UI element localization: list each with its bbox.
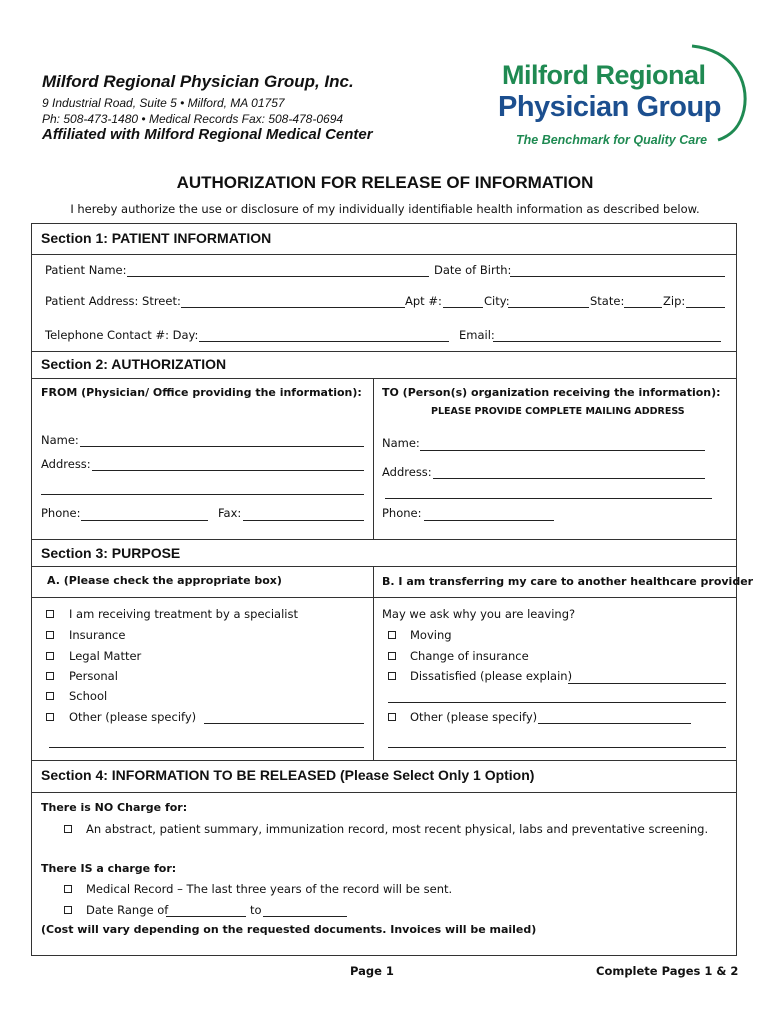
option-legal-matter: Legal Matter bbox=[69, 649, 142, 663]
zip-label: Zip: bbox=[663, 294, 686, 308]
section-2-title: Section 2: AUTHORIZATION bbox=[41, 356, 227, 372]
charge-heading: There IS a charge for: bbox=[41, 862, 177, 875]
option-specialist: I am receiving treatment by a specialist bbox=[69, 607, 298, 621]
from-address-label: Address: bbox=[41, 457, 91, 471]
divider bbox=[31, 760, 737, 761]
other-a-field[interactable] bbox=[204, 723, 364, 724]
option-medical-record: Medical Record – The last three years of the record will be sent. bbox=[86, 882, 453, 896]
option-change-insurance: Change of insurance bbox=[410, 649, 529, 663]
dissatisfied-field-2[interactable] bbox=[388, 702, 726, 703]
column-divider bbox=[373, 566, 374, 760]
option-other-a: Other (please specify) bbox=[69, 710, 197, 724]
leaving-question: May we ask why you are leaving? bbox=[382, 607, 576, 621]
address-street-label: Patient Address: Street: bbox=[45, 294, 181, 308]
checkbox-dissatisfied[interactable] bbox=[388, 672, 396, 680]
logo-line-1: Milford Regional bbox=[502, 60, 706, 90]
to-header: TO (Person(s) organization receiving the information): bbox=[382, 386, 721, 399]
intro-statement: I hereby authorize the use or disclosure of my individually identifiable health information as described below. bbox=[70, 202, 700, 216]
zip-field[interactable] bbox=[686, 307, 725, 308]
logo-tagline: The Benchmark for Quality Care bbox=[516, 133, 708, 147]
to-address-field-2[interactable] bbox=[385, 498, 712, 499]
organization-address: 9 Industrial Road, Suite 5 • Milford, MA 01757 bbox=[42, 96, 285, 110]
date-range-end-field[interactable] bbox=[263, 916, 347, 917]
from-fax-label: Fax: bbox=[218, 506, 242, 520]
checkbox-insurance[interactable] bbox=[46, 631, 54, 639]
organization-name: Milford Regional Physician Group, Inc. bbox=[42, 72, 354, 91]
city-field[interactable] bbox=[508, 307, 589, 308]
complete-pages-note: Complete Pages 1 & 2 bbox=[596, 964, 739, 978]
divider bbox=[31, 792, 737, 793]
dissatisfied-field[interactable] bbox=[568, 683, 726, 684]
from-phone-label: Phone: bbox=[41, 506, 81, 520]
divider bbox=[31, 351, 737, 352]
organization-logo bbox=[492, 40, 754, 155]
option-personal: Personal bbox=[69, 669, 118, 683]
from-fax-field[interactable] bbox=[243, 520, 364, 521]
other-b-field-2[interactable] bbox=[388, 747, 726, 748]
page-number: Page 1 bbox=[350, 964, 394, 978]
dob-field[interactable] bbox=[510, 276, 725, 277]
option-dissatisfied: Dissatisfied (please explain) bbox=[410, 669, 573, 683]
column-divider bbox=[373, 378, 374, 539]
to-phone-label: Phone: bbox=[382, 506, 422, 520]
divider bbox=[31, 254, 737, 255]
date-range-start-field[interactable] bbox=[166, 916, 246, 917]
logo-swoosh-icon bbox=[492, 40, 754, 155]
option-abstract: An abstract, patient summary, immunization record, most recent physical, labs and preventative screening. bbox=[86, 822, 709, 836]
other-b-field[interactable] bbox=[538, 723, 691, 724]
telephone-label: Telephone Contact #: Day: bbox=[45, 328, 199, 342]
from-header: FROM (Physician/ Office providing the information): bbox=[41, 386, 362, 399]
to-name-field[interactable] bbox=[420, 450, 705, 451]
checkbox-medical-record[interactable] bbox=[64, 885, 72, 893]
checkbox-school[interactable] bbox=[46, 692, 54, 700]
section-1-title: Section 1: PATIENT INFORMATION bbox=[41, 230, 272, 246]
to-address-label: Address: bbox=[382, 465, 432, 479]
to-note: PLEASE PROVIDE COMPLETE MAILING ADDRESS bbox=[431, 406, 685, 417]
city-label: City: bbox=[484, 294, 510, 308]
patient-name-field[interactable] bbox=[127, 276, 429, 277]
patient-name-label: Patient Name: bbox=[45, 263, 127, 277]
state-label: State: bbox=[590, 294, 625, 308]
checkbox-personal[interactable] bbox=[46, 672, 54, 680]
from-address-field[interactable] bbox=[92, 470, 364, 471]
checkbox-legal-matter[interactable] bbox=[46, 652, 54, 660]
from-name-label: Name: bbox=[41, 433, 79, 447]
from-address-field-2[interactable] bbox=[41, 494, 364, 495]
logo-line-2: Physician Group bbox=[498, 91, 721, 123]
state-field[interactable] bbox=[624, 307, 662, 308]
checkbox-other-b[interactable] bbox=[388, 713, 396, 721]
divider bbox=[31, 378, 737, 379]
from-phone-field[interactable] bbox=[81, 520, 208, 521]
option-other-b: Other (please specify) bbox=[410, 710, 538, 724]
document-title: AUTHORIZATION FOR RELEASE OF INFORMATION bbox=[176, 173, 594, 192]
checkbox-date-range[interactable] bbox=[64, 906, 72, 914]
checkbox-abstract[interactable] bbox=[64, 825, 72, 833]
to-name-label: Name: bbox=[382, 436, 420, 450]
apt-field[interactable] bbox=[443, 307, 483, 308]
purpose-b-header: B. I am transferring my care to another healthcare provider bbox=[382, 575, 754, 588]
from-name-field[interactable] bbox=[80, 446, 364, 447]
section-4-title: Section 4: INFORMATION TO BE RELEASED (Please Select Only 1 Option) bbox=[41, 767, 535, 783]
divider bbox=[31, 566, 737, 567]
organization-contact bbox=[42, 95, 343, 127]
dob-label: Date of Birth: bbox=[434, 263, 512, 277]
date-range-to-label: to bbox=[250, 903, 262, 917]
email-label: Email: bbox=[459, 328, 495, 342]
checkbox-change-insurance[interactable] bbox=[388, 652, 396, 660]
affiliation: Affiliated with Milford Regional Medical Center bbox=[42, 126, 373, 143]
to-address-field[interactable] bbox=[433, 478, 705, 479]
email-field[interactable] bbox=[493, 341, 721, 342]
checkbox-moving[interactable] bbox=[388, 631, 396, 639]
option-date-range: Date Range of bbox=[86, 903, 169, 917]
apt-label: Apt #: bbox=[405, 294, 442, 308]
purpose-a-header: A. (Please check the appropriate box) bbox=[47, 574, 282, 587]
to-phone-field[interactable] bbox=[424, 520, 554, 521]
checkbox-specialist[interactable] bbox=[46, 610, 54, 618]
checkbox-other-a[interactable] bbox=[46, 713, 54, 721]
option-insurance: Insurance bbox=[69, 628, 126, 642]
no-charge-heading: There is NO Charge for: bbox=[41, 801, 188, 814]
option-school: School bbox=[69, 689, 108, 703]
organization-phone-fax: Ph: 508-473-1480 • Medical Records Fax: 508-478-0694 bbox=[42, 112, 344, 126]
section-3-title: Section 3: PURPOSE bbox=[41, 545, 181, 561]
divider bbox=[31, 539, 737, 540]
other-a-field-2[interactable] bbox=[49, 747, 364, 748]
divider bbox=[31, 597, 737, 598]
option-moving: Moving bbox=[410, 628, 452, 642]
cost-note: (Cost will vary depending on the requested documents. Invoices will be mailed) bbox=[41, 923, 537, 936]
telephone-field[interactable] bbox=[199, 341, 449, 342]
street-field[interactable] bbox=[181, 307, 405, 308]
